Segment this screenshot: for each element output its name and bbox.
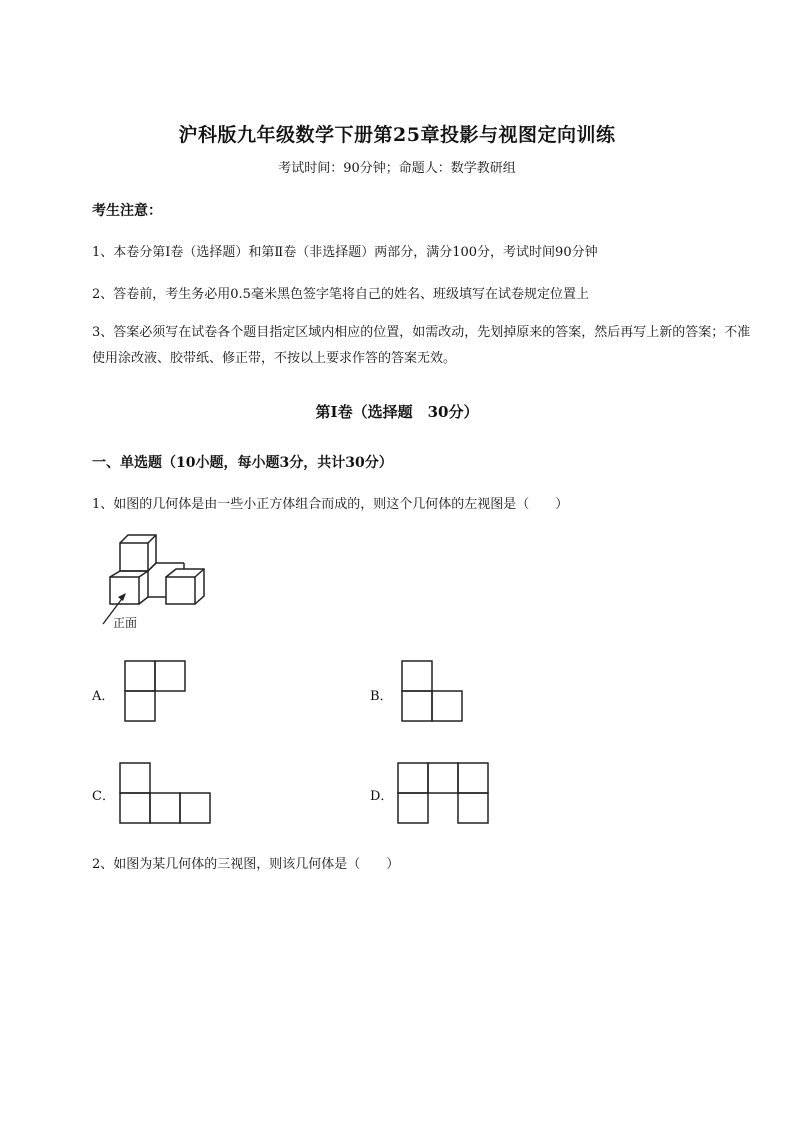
notice-item-1: 1、本卷分第I卷（选择题）和第Ⅱ卷（非选择题）两部分，满分100分，考试时间90分钟 bbox=[92, 245, 598, 260]
option-d-label[interactable]: D． bbox=[370, 789, 394, 804]
option-b-label[interactable]: B． bbox=[370, 689, 393, 704]
option-a-label[interactable]: A． bbox=[92, 689, 115, 704]
section-title: 第I卷（选择题 30分） bbox=[315, 403, 479, 421]
option-c-label[interactable]: C． bbox=[92, 789, 115, 804]
front-direction-label: 正面 bbox=[113, 616, 138, 630]
part-title: 一、单选题（10小题，每小题3分，共计30分） bbox=[92, 455, 393, 471]
notice-item-3: 3、答案必须写在试卷各个题目指定区域内相应的位置，如需改动，先划掉原来的答案，然后再写上新的答案；不准使用涂改液、胶带纸、修正带，不按以上要求作答的答案无效。 bbox=[92, 325, 751, 366]
page-title: 沪科版九年级数学下册第25章投影与视图定向训练 bbox=[178, 124, 616, 146]
exam-info: 考试时间：90分钟；命题人：数学教研组 bbox=[278, 161, 516, 176]
notice-item-2: 2、答卷前，考生务必用0.5毫米黑色签字笔将自己的姓名、班级填写在试卷规定位置上 bbox=[92, 287, 589, 302]
notice-heading: 考生注意： bbox=[92, 203, 162, 219]
question-2-text: 2、如图为某几何体的三视图，则该几何体是（ ） bbox=[92, 857, 400, 872]
question-1-text: 1、如图的几何体是由一些小正方体组合而成的，则这个几何体的左视图是（ ） bbox=[92, 497, 569, 512]
